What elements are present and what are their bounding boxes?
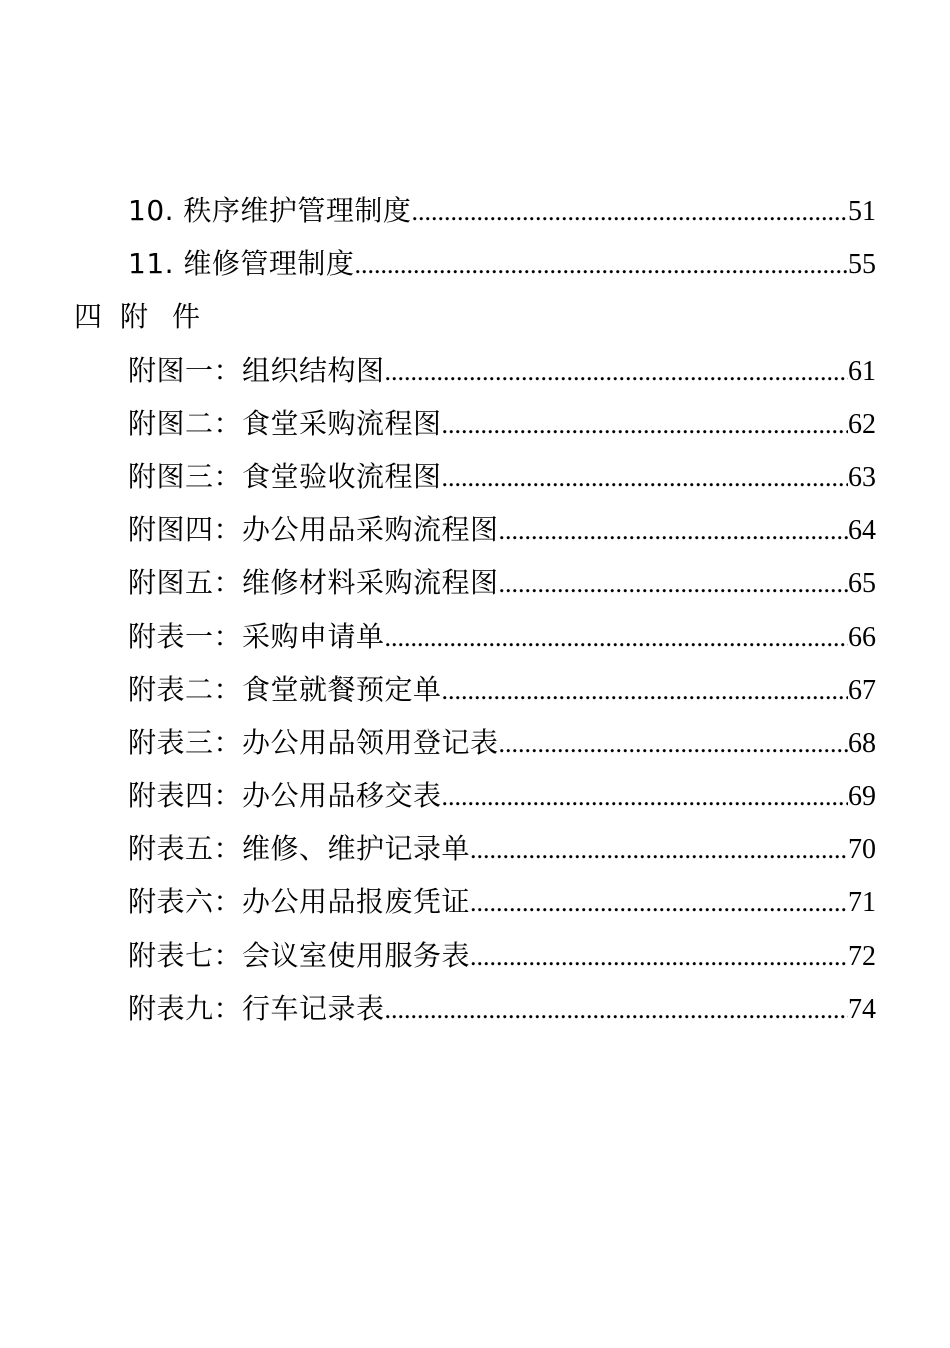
toc-line — [0, 929, 950, 982]
toc-page-number: 67 — [848, 674, 876, 706]
toc-entry[interactable] — [128, 503, 876, 557]
toc-entry[interactable] — [128, 982, 876, 1036]
toc-entry-title: 附图一：组织结构图 — [128, 353, 385, 387]
dot-leader — [354, 238, 848, 291]
toc-line — [0, 982, 950, 1035]
toc-page-number: 51 — [848, 196, 876, 227]
toc-line — [0, 875, 950, 928]
dot-leader — [442, 398, 848, 451]
toc-entry[interactable] — [128, 344, 876, 398]
section-number: 四 — [74, 300, 103, 334]
toc-line — [0, 397, 950, 450]
toc-entry-title: 附表五：维修、维护记录单 — [128, 832, 471, 866]
table-of-contents — [0, 184, 950, 1035]
toc-entry[interactable] — [128, 610, 876, 664]
toc-entry-title: 附表六：办公用品报废凭证 — [128, 885, 471, 919]
toc-line — [0, 610, 950, 663]
toc-line — [0, 184, 950, 237]
toc-line — [0, 716, 950, 769]
dot-leader — [442, 451, 848, 504]
toc-entry[interactable] — [128, 716, 876, 770]
toc-entry[interactable] — [128, 875, 876, 929]
toc-page-number: 62 — [848, 408, 876, 440]
toc-entry-title: 附图五：维修材料采购流程图 — [128, 566, 499, 600]
toc-entry-title: 附表四：办公用品移交表 — [128, 779, 442, 813]
toc-line — [0, 556, 950, 609]
toc-entry[interactable] — [128, 929, 876, 983]
toc-page-number: 65 — [848, 568, 876, 600]
toc-line — [0, 290, 950, 343]
toc-page-number: 63 — [848, 461, 876, 493]
toc-page-number: 64 — [848, 515, 876, 547]
dot-leader — [499, 504, 848, 557]
toc-page-number: 61 — [848, 355, 876, 387]
toc-entry[interactable] — [128, 663, 876, 717]
dot-leader — [470, 823, 848, 876]
toc-entry-title: 附图三：食堂验收流程图 — [128, 459, 442, 493]
dot-leader — [499, 557, 848, 610]
section-heading[interactable] — [74, 290, 224, 343]
toc-entry-title: 附表九：行车记录表 — [128, 991, 385, 1025]
toc-page-number: 66 — [848, 621, 876, 653]
toc-line — [0, 344, 950, 397]
dot-leader — [385, 345, 848, 398]
toc-line — [0, 663, 950, 716]
toc-page-number: 70 — [848, 834, 876, 866]
toc-line — [0, 769, 950, 822]
toc-entry[interactable] — [128, 237, 876, 291]
dot-leader — [411, 185, 848, 238]
toc-entry[interactable] — [128, 450, 876, 504]
toc-page-number: 71 — [848, 887, 876, 919]
toc-entry-title: 附表七：会议室使用服务表 — [128, 938, 471, 972]
toc-entry[interactable] — [128, 769, 876, 823]
toc-line — [0, 237, 950, 290]
toc-page-number: 74 — [848, 993, 876, 1025]
toc-entry-title: 附表三：办公用品领用登记表 — [128, 725, 499, 759]
toc-page-number: 72 — [848, 940, 876, 972]
toc-line — [0, 822, 950, 875]
dot-leader — [470, 930, 848, 983]
toc-page-number: 55 — [848, 249, 876, 281]
toc-line — [0, 450, 950, 503]
toc-page-number: 69 — [848, 781, 876, 813]
toc-entry-title: 附表一：采购申请单 — [128, 619, 385, 653]
dot-leader — [385, 983, 848, 1036]
dot-leader — [470, 876, 848, 929]
toc-line — [0, 503, 950, 556]
dot-leader — [442, 664, 848, 717]
dot-leader — [499, 717, 848, 770]
toc-entry-title: 10. 秩序维护管理制度 — [128, 194, 412, 227]
dot-leader — [442, 770, 848, 823]
toc-entry-title: 11. 维修管理制度 — [128, 247, 355, 281]
toc-entry[interactable] — [128, 556, 876, 610]
toc-entry-title: 附图二：食堂采购流程图 — [128, 406, 442, 440]
toc-entry-title: 附图四：办公用品采购流程图 — [128, 513, 499, 547]
dot-leader — [385, 611, 848, 664]
toc-entry-title: 附表二：食堂就餐预定单 — [128, 672, 442, 706]
section-title: 附件 — [120, 300, 225, 334]
toc-entry[interactable] — [128, 397, 876, 451]
toc-entry[interactable] — [128, 822, 876, 876]
toc-entry[interactable] — [128, 184, 876, 238]
toc-page-number: 68 — [848, 727, 876, 759]
